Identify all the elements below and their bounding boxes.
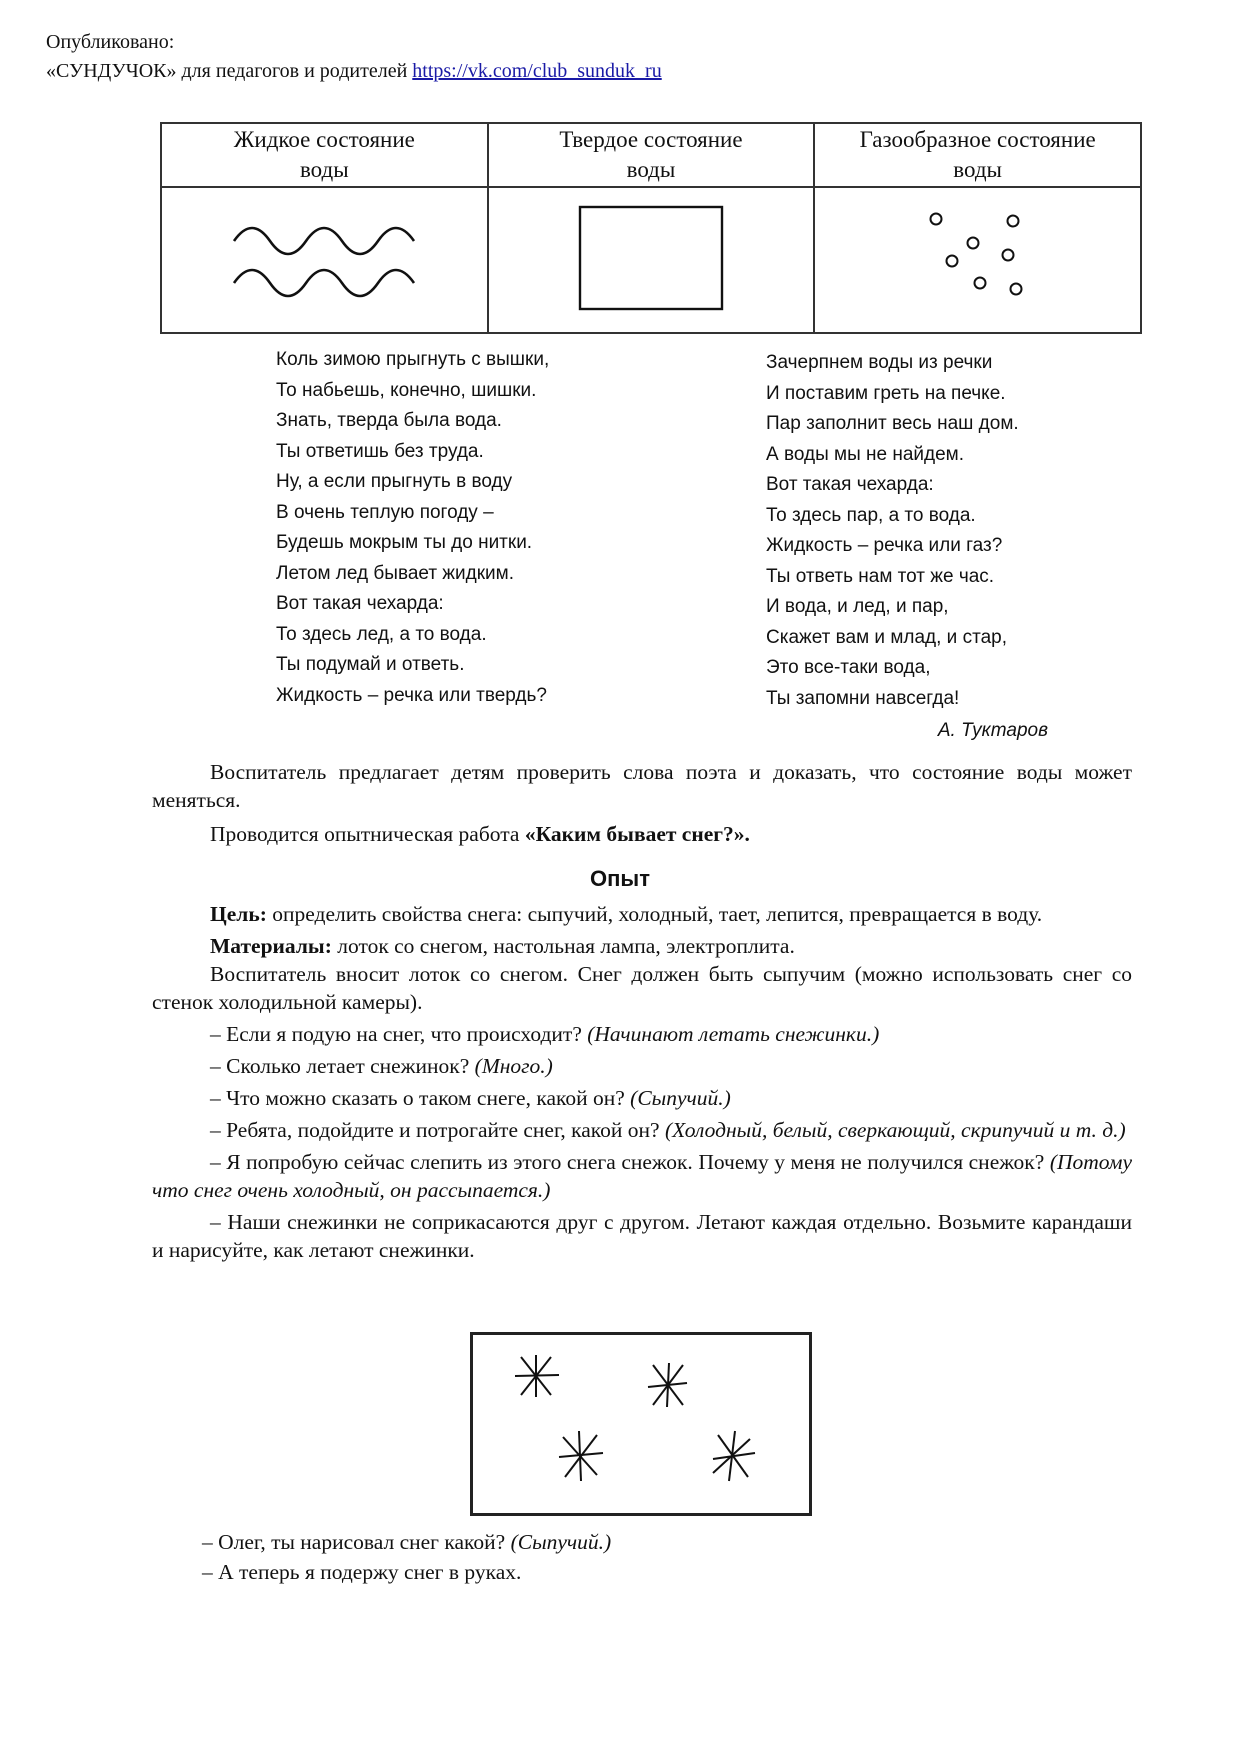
poem-line: Ты ответишь без труда.	[276, 440, 484, 462]
poem-line: Летом лед бывает жидким.	[276, 562, 514, 584]
poem-line: И вода, и лед, и пар,	[766, 596, 949, 617]
poem-line: Ты ответь нам тот же час.	[766, 565, 995, 587]
poem-line: Это все-таки вода,	[766, 657, 931, 678]
published-label: Опубликовано:	[46, 31, 175, 53]
header-gas: Газообразное состояние воды	[814, 123, 1141, 187]
snowflake-icon	[515, 1355, 559, 1397]
poem-right-column	[766, 348, 1019, 714]
dialog-line: – Ребята, подойдите и потрогайте снег, какой он? (Холодный, белый, сверкающий, скрипучий и т. д.)	[210, 1118, 1126, 1142]
experiment-intro-paragraph: Воспитатель вносит лоток со снегом. Снег должен быть сыпучим (можно использовать снег со стенок холодильной камеры).	[152, 962, 1132, 1014]
intro-block	[152, 758, 1132, 848]
snowflake-drawing	[470, 1332, 812, 1516]
snowflake-icon	[713, 1431, 755, 1481]
poem-line: Ну, а если прыгнуть в воду	[276, 471, 513, 492]
poem-line: Пар заполнит весь наш дом.	[766, 413, 1019, 434]
experiment-body	[152, 900, 1132, 1264]
materials-label: Материалы:	[210, 934, 332, 958]
water-states-table	[160, 122, 1142, 334]
gas-symbol-cell	[814, 187, 1141, 333]
dialog-line: – Что можно сказать о таком снеге, какой он? (Сыпучий.)	[210, 1086, 731, 1110]
poem-line: Знать, тверда была вода.	[276, 410, 502, 431]
poem-line: Жидкость – речка или твердь?	[276, 684, 547, 706]
table-symbol-row	[161, 187, 1141, 333]
poem-line: Зачерпнем воды из речки	[766, 352, 993, 373]
intro-paragraph: Воспитатель предлагает детям проверить слова поэта и доказать, что состояние воды может меняться.	[152, 760, 1132, 812]
poem-line: Коль зимою прыгнуть с вышки,	[276, 349, 550, 370]
poem-line: Вот такая чехарда:	[276, 593, 444, 614]
source-line	[46, 57, 662, 86]
goal-label: Цель:	[210, 902, 267, 926]
wave-icon	[224, 213, 424, 303]
poem-line: Ты запомни навсегда!	[766, 687, 960, 709]
snowflake-icon	[648, 1363, 687, 1407]
dialog-line: – Если я подую на снег, что происходит? (Начинают летать снежинки.)	[210, 1022, 880, 1046]
header-solid: Твердое состояние воды	[488, 123, 815, 187]
snowflakes-svg	[473, 1335, 809, 1513]
poem-line: То здесь лед, а то вода.	[276, 623, 487, 645]
liquid-symbol-cell	[161, 187, 488, 333]
poem-line: А воды мы не найдем.	[766, 443, 965, 465]
poem-line: То набьешь, конечно, шишки.	[276, 379, 537, 401]
poem-line: Вот такая чехарда:	[766, 474, 934, 495]
poem-line: Будешь мокрым ты до нитки.	[276, 532, 533, 553]
snowflake-icon	[559, 1431, 603, 1481]
table-header-row	[161, 123, 1141, 187]
intro-paragraph-2: Проводится опытническая работа «Каким бывает снег?».	[210, 822, 750, 846]
dialog-line: – Я попробую сейчас слепить из этого снега снежок. Почему у меня не получился снежок? (Потому что снег очень холодный, он рассыпается.)	[152, 1150, 1132, 1202]
header-liquid: Жидкое состояние воды	[161, 123, 488, 187]
poem-line: То здесь пар, а то вода.	[766, 504, 976, 526]
square-icon	[576, 203, 726, 313]
source-link[interactable]: https://vk.com/club_sunduk_ru	[412, 60, 662, 82]
solid-symbol-cell	[488, 187, 815, 333]
source-text: «СУНДУЧОК» для педагогов и родителей	[46, 60, 408, 82]
poem-author: А. Туктаров	[937, 720, 1048, 741]
poem-line: И поставим греть на печке.	[766, 382, 1006, 404]
poem-line: В очень теплую погоду –	[276, 501, 494, 523]
materials-paragraph: Материалы: лоток со снегом, настольная лампа, электроплита.	[210, 934, 795, 958]
poem-line: Жидкость – речка или газ?	[766, 535, 1003, 556]
goal-paragraph: Цель: определить свойства снега: сыпучий, холодный, тает, лепится, превращается в воду.	[210, 902, 1043, 926]
poem-line: Скажет вам и млад, и стар,	[766, 626, 1007, 648]
dialog-line: – А теперь я подержу снег в руках.	[202, 1560, 522, 1584]
closing-dialog	[152, 1528, 1132, 1586]
dialog-line: – Олег, ты нарисовал снег какой? (Сыпучий.)	[202, 1530, 612, 1554]
poem-left-column	[276, 345, 549, 711]
page-header	[46, 28, 662, 86]
dialog-line: – Сколько летает снежинок? (Много.)	[210, 1054, 553, 1078]
poem-line: Ты подумай и ответь.	[276, 654, 465, 675]
snowflakes-paragraph: – Наши снежинки не соприкасаются друг с другом. Летают каждая отдельно. Возьмите карандаши и нарисуйте, как летают снежинки.	[152, 1210, 1132, 1262]
experiment-title: Опыт	[590, 866, 650, 891]
bubbles-icon	[908, 203, 1048, 313]
